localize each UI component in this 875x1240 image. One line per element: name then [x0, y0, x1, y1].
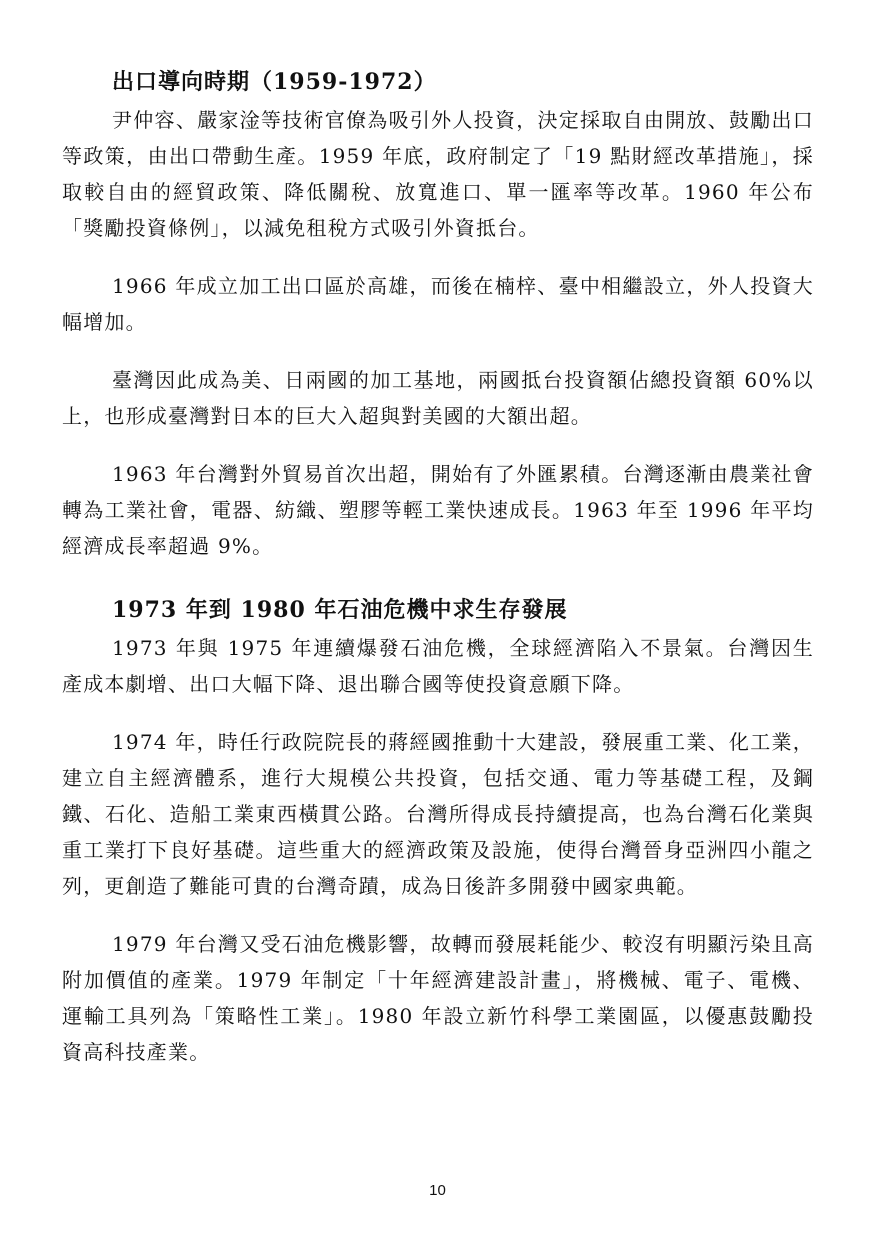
- paragraph: 1979 年台灣又受石油危機影響，故轉而發展耗能少、較沒有明顯污染且高附加價值的產業。1979 年制定「十年經濟建設計畫」，將機械、電子、電機、運輸工具列為「策略性工業」。1980 年設立新竹科學工業園區，以優惠鼓勵投資高科技產業。: [62, 932, 814, 1064]
- paragraph: 1974 年，時任行政院院長的蔣經國推動十大建設，發展重工業、化工業，建立自主經濟體系，進行大規模公共投資，包括交通、電力等基礎工程，及鋼鐵、石化、造船工業東西橫貫公路。台灣所得成長持續提高，也為台灣石化業與重工業打下良好基礎。這些重大的經濟政策及設施，使得台灣晉身亞洲四小龍之列，更創造了難能可貴的台灣奇蹟，成為日後許多開發中國家典範。: [62, 730, 814, 898]
- section-heading-export-period: 出口導向時期（1959-1972）: [112, 69, 437, 95]
- document-page: [62, 62, 814, 1092]
- paragraph: 1963 年台灣對外貿易首次出超，開始有了外匯累積。台灣逐漸由農業社會轉為工業社會，電器、紡織、塑膠等輕工業快速成長。1963 年至 1996 年平均經濟成長率超過 9%。: [62, 462, 814, 558]
- paragraph: 尹仲容、嚴家淦等技術官僚為吸引外人投資，決定採取自由開放、鼓勵出口等政策，由出口帶動生產。1959 年底，政府制定了「19 點財經改革措施」，採取較自由的經貿政策、降低關稅、放寬進口、單一匯率等改革。1960 年公布「獎勵投資條例」，以減免租稅方式吸引外資抵台。: [62, 108, 814, 240]
- paragraph: 1973 年與 1975 年連續爆發石油危機，全球經濟陷入不景氣。台灣因生產成本劇增、出口大幅下降、退出聯合國等使投資意願下降。: [62, 636, 814, 696]
- section-heading-oil-crisis: 1973 年到 1980 年石油危機中求生存發展: [112, 597, 568, 623]
- paragraph: 臺灣因此成為美、日兩國的加工基地，兩國抵台投資額佔總投資額 60%以上，也形成臺灣對日本的巨大入超與對美國的大額出超。: [62, 368, 814, 428]
- page-number: 10: [429, 1182, 446, 1199]
- paragraph: 1966 年成立加工出口區於高雄，而後在楠梓、臺中相繼設立，外人投資大幅增加。: [62, 274, 814, 334]
